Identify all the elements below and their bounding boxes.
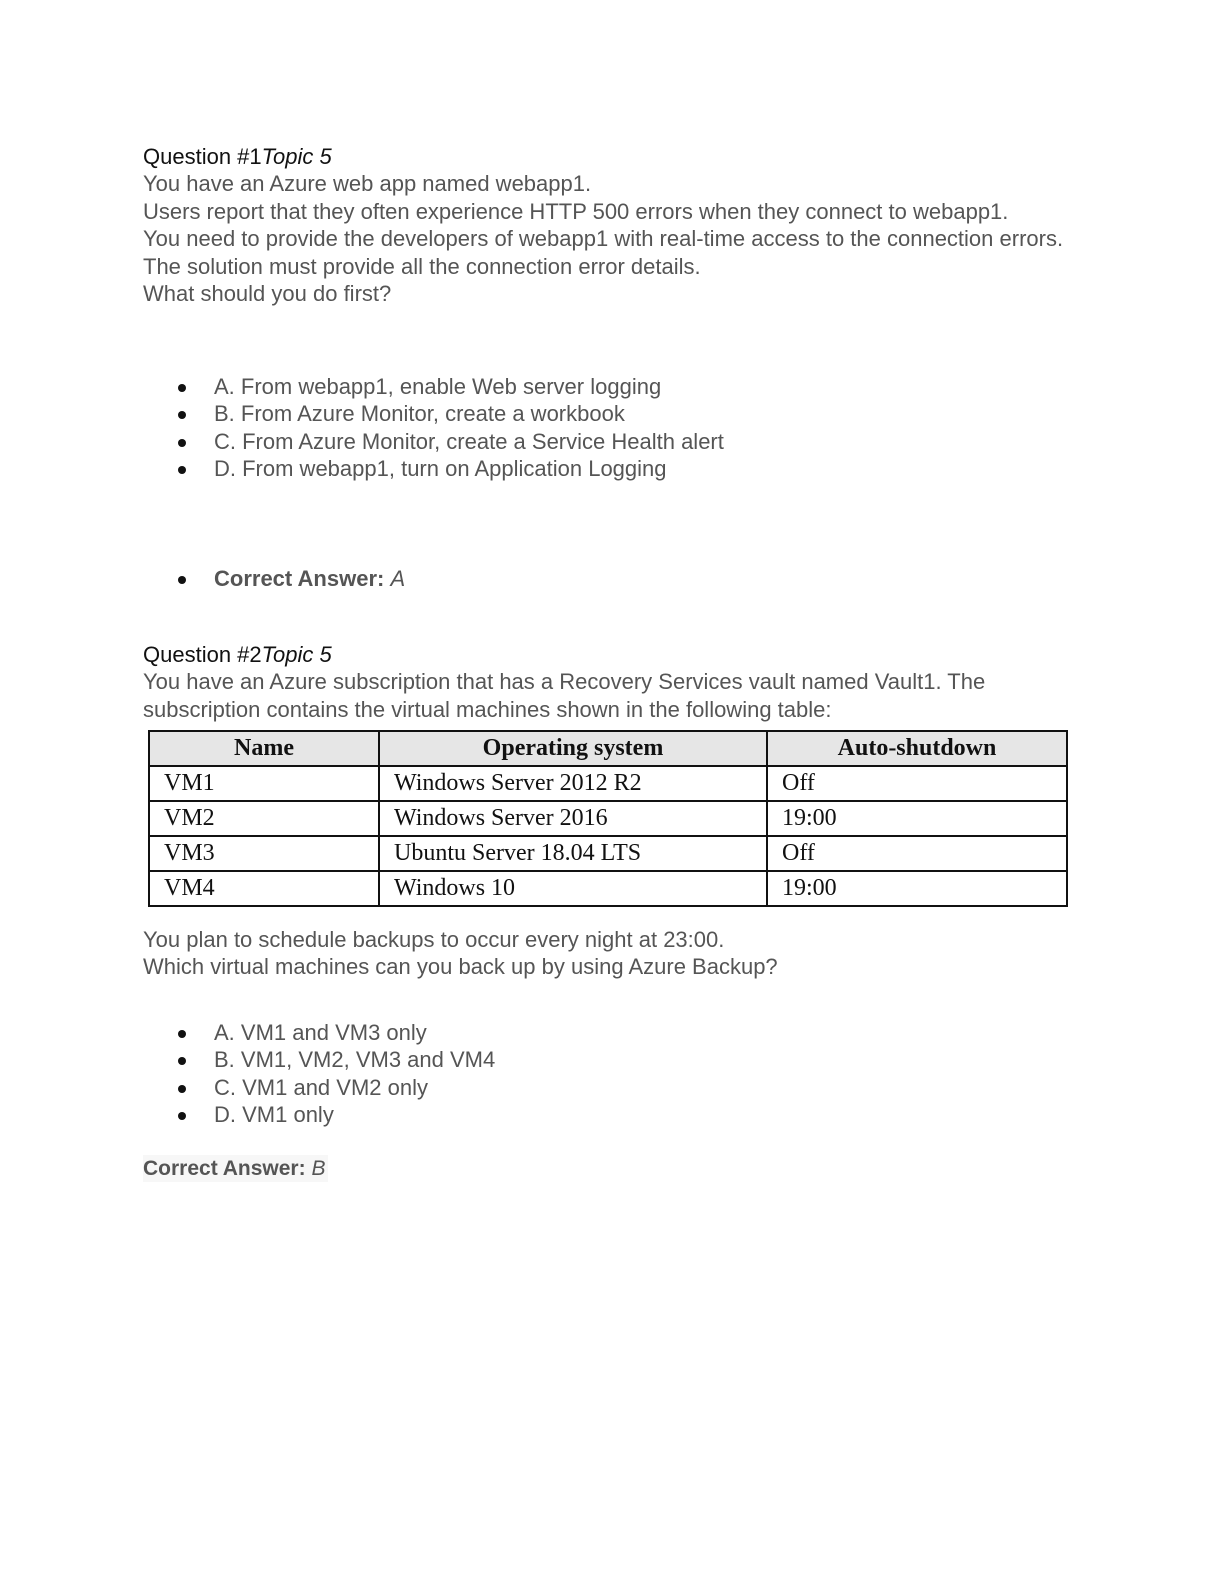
question-text: You need to provide the developers of webapp1 with real-time access to the connection errors. The solution must provide all the connection error details. bbox=[143, 226, 1064, 279]
option: B. VM1, VM2, VM3 and VM4 bbox=[143, 1046, 1083, 1073]
question-2 bbox=[143, 641, 1083, 723]
question-text: What should you do first? bbox=[143, 281, 392, 307]
table-row bbox=[149, 836, 1067, 871]
answer-label: Correct Answer: bbox=[143, 1157, 306, 1180]
topic-label: Topic 5 bbox=[261, 144, 332, 169]
option: C. VM1 and VM2 only bbox=[143, 1074, 1083, 1101]
question-text: You have an Azure web app named webapp1. bbox=[143, 171, 592, 197]
cell: Off bbox=[767, 836, 1067, 871]
column-header: Name bbox=[149, 731, 379, 766]
answer-value: B bbox=[311, 1157, 326, 1180]
table-row bbox=[149, 801, 1067, 836]
option: C. From Azure Monitor, create a Service Health alert bbox=[143, 428, 1083, 455]
question-text: You plan to schedule backups to occur every night at 23:00. bbox=[143, 927, 725, 952]
table-header-row bbox=[149, 731, 1067, 766]
cell: VM2 bbox=[149, 801, 379, 836]
question-heading bbox=[143, 143, 1083, 170]
question-text: Users report that they often experience HTTP 500 errors when they connect to webapp1. bbox=[143, 198, 1009, 224]
q1-options bbox=[143, 373, 1083, 483]
q2-options bbox=[143, 1019, 1083, 1129]
cell: VM4 bbox=[149, 871, 379, 906]
question-number: Question #1 bbox=[143, 144, 262, 169]
question-text: Which virtual machines can you back up by using Azure Backup? bbox=[143, 954, 778, 980]
option: B. From Azure Monitor, create a workbook bbox=[143, 400, 1083, 427]
question-number: Question #2 bbox=[143, 642, 262, 667]
table-row bbox=[149, 766, 1067, 801]
correct-answer bbox=[143, 1155, 328, 1182]
vm-table bbox=[148, 730, 1068, 907]
cell: Windows 10 bbox=[379, 871, 767, 906]
question-text: You have an Azure subscription that has a Recovery Services vault named Vault1. The subscription contains the virtual machines shown in the following table: bbox=[143, 669, 986, 722]
q1-answer bbox=[143, 565, 1083, 592]
column-header: Auto-shutdown bbox=[767, 731, 1067, 766]
answer-value: A bbox=[390, 566, 406, 591]
correct-answer bbox=[143, 565, 1083, 592]
q2-answer bbox=[143, 1155, 1083, 1182]
cell: Windows Server 2016 bbox=[379, 801, 767, 836]
option: A. From webapp1, enable Web server logging bbox=[143, 373, 1083, 400]
topic-label: Topic 5 bbox=[261, 642, 332, 667]
cell: Ubuntu Server 18.04 LTS bbox=[379, 836, 767, 871]
answer-label: Correct Answer: bbox=[214, 566, 385, 591]
option: D. VM1 only bbox=[143, 1101, 1083, 1128]
option: D. From webapp1, turn on Application Logging bbox=[143, 455, 1083, 482]
cell: Off bbox=[767, 766, 1067, 801]
question-heading bbox=[143, 641, 1083, 668]
cell: 19:00 bbox=[767, 801, 1067, 836]
question-1 bbox=[143, 143, 1083, 307]
question-2-followup bbox=[143, 926, 1083, 981]
cell: Windows Server 2012 R2 bbox=[379, 766, 767, 801]
option: A. VM1 and VM3 only bbox=[143, 1019, 1083, 1046]
column-header: Operating system bbox=[379, 731, 767, 766]
cell: VM1 bbox=[149, 766, 379, 801]
cell: 19:00 bbox=[767, 871, 1067, 906]
cell: VM3 bbox=[149, 836, 379, 871]
table-row bbox=[149, 871, 1067, 906]
